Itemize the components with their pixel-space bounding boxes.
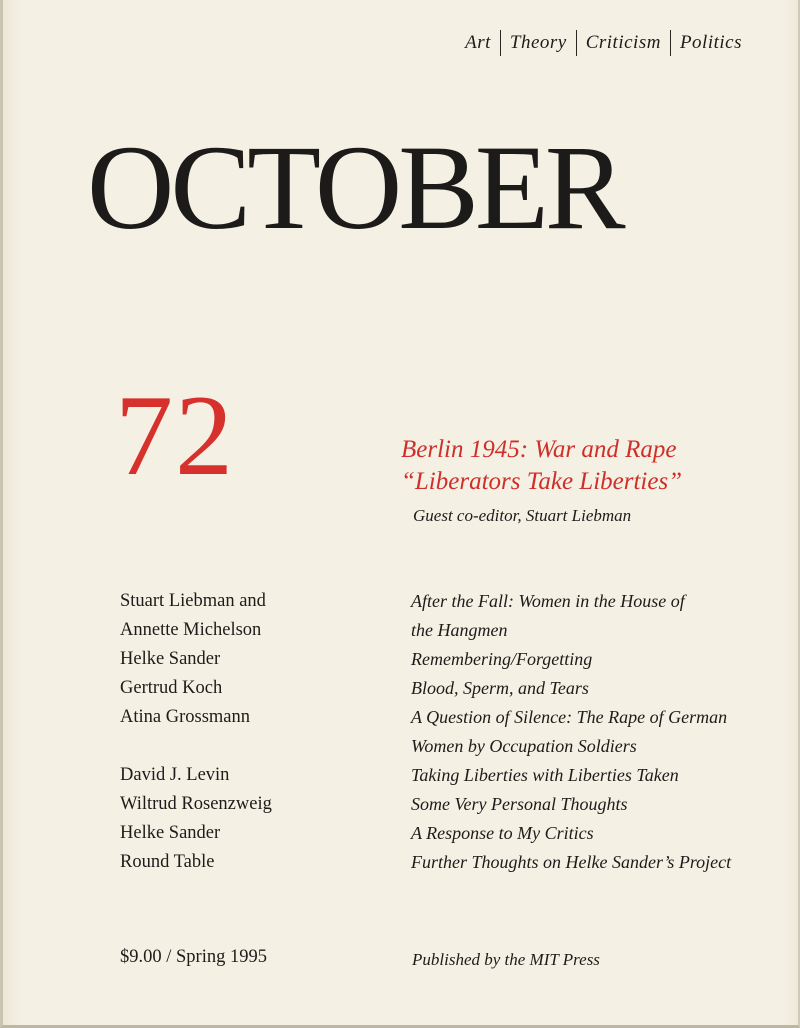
subject-theory: Theory [509,32,567,53]
article-title: After the Fall: Women in the House of [411,591,685,611]
contents-titles [411,587,731,877]
article-title: Some Very Personal Thoughts [411,794,628,814]
subject-line [465,30,742,56]
guest-editor: Guest co-editor, Stuart Liebman [413,506,632,525]
author-name: Annette Michelson [120,620,262,640]
author-name: Round Table [120,852,215,872]
theme-line-2: “Liberators Take Liberties” [401,468,683,495]
article-title: Further Thoughts on Helke Sander’s Project [411,852,732,872]
theme-line-1: Berlin 1945: War and Rape [401,436,677,463]
article-title: the Hangmen [411,620,508,640]
article-title: Women by Occupation Soldiers [411,736,637,756]
journal-title: OCTOBER [87,121,622,255]
subject-divider [500,30,501,56]
subject-divider [576,30,577,56]
contents-authors [120,587,272,877]
article-title: A Question of Silence: The Rape of German [411,707,728,727]
subject-art: Art [465,32,491,53]
author-name: Helke Sander [120,649,221,669]
subject-politics: Politics [679,32,742,53]
issue-number: 72 [115,372,235,500]
article-title: Taking Liberties with Liberties Taken [411,765,679,785]
article-title: Remembering/Forgetting [411,649,593,669]
author-spacer [120,732,272,761]
author-name: Atina Grossmann [120,707,250,727]
publisher-line: Published by the MIT Press [412,950,600,969]
subject-divider [670,30,671,56]
author-name: Wiltrud Rosenzweig [120,794,272,814]
issue-theme [401,434,682,498]
article-title: A Response to My Critics [411,823,594,843]
price-and-season: $9.00 / Spring 1995 [120,947,267,967]
article-title: Blood, Sperm, and Tears [411,678,589,698]
author-name: David J. Levin [120,765,230,785]
author-name: Stuart Liebman and [120,591,266,611]
author-name: Gertrud Koch [120,678,223,698]
subject-criticism: Criticism [585,32,661,53]
author-name: Helke Sander [120,823,221,843]
